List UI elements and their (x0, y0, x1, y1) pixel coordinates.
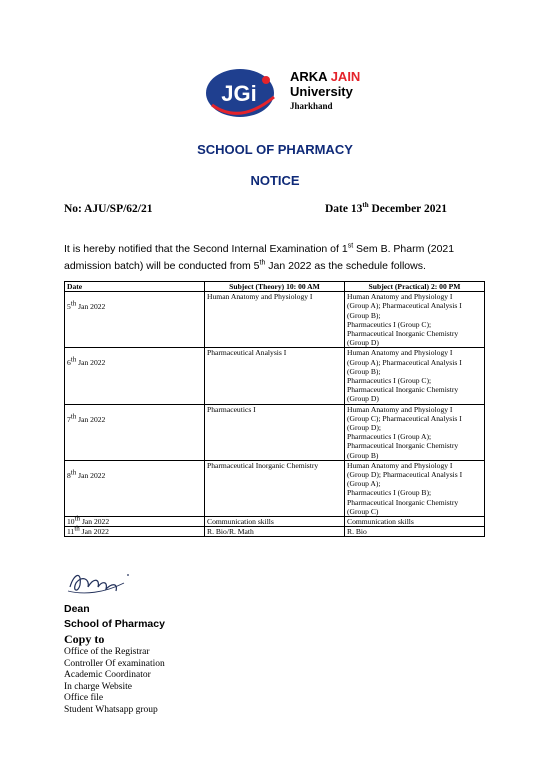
date-cell (65, 404, 205, 460)
intro-sup-1: st (347, 242, 354, 250)
brand-arka: ARKA (290, 69, 328, 84)
date-rest: Jan 2022 (76, 302, 106, 312)
date-day: 10 (67, 517, 75, 527)
practical-line: Pharmaceutical Inorganic Chemistry (347, 441, 459, 451)
list-item: Office file (64, 693, 104, 704)
theory-cell: Pharmaceutics I (205, 404, 345, 460)
practical-line: (Group D) (347, 338, 379, 348)
date-sup: th (74, 524, 80, 533)
practical-line: (Group C) (347, 506, 379, 516)
date-cell (65, 524, 205, 537)
university-logo (204, 67, 364, 119)
header-practical: Subject (Practical) 2: 00 PM (345, 282, 485, 292)
practical-cell (345, 517, 485, 527)
signature-block (64, 602, 165, 717)
jgi-logo-mark (204, 67, 284, 119)
practical-line: R. Bio (347, 527, 367, 537)
practical-line: (Group D); Pharmaceutical Analysis I (347, 470, 463, 480)
date-sup: th (74, 514, 81, 523)
practical-line: Human Anatomy and Physiology I (347, 404, 453, 414)
table-row (65, 517, 485, 527)
date-cell (65, 292, 205, 348)
date-day: 8 (67, 470, 71, 480)
practical-line: Pharmaceutics I (Group B); (347, 488, 432, 498)
practical-cell (345, 292, 485, 348)
practical-line: (Group A); Pharmaceutical Analysis I (347, 357, 462, 367)
table-row (65, 527, 485, 537)
date-rest: Jan 2022 (79, 527, 109, 537)
exam-schedule-table (64, 281, 485, 537)
header-theory: Subject (Theory) 10: 00 AM (205, 282, 345, 292)
brand-line-3: Jharkhand (290, 101, 333, 111)
notice-date (325, 203, 447, 215)
practical-line: (Group B); (347, 366, 381, 376)
practical-line: Pharmaceutics I (Group C); (347, 376, 432, 386)
practical-line: Pharmaceutics I (Group A); (347, 432, 432, 442)
date-cell (65, 460, 205, 516)
practical-line: Human Anatomy and Physiology I (347, 460, 453, 470)
practical-line: Pharmaceutical Inorganic Chemistry (347, 497, 459, 507)
intro-paragraph (64, 241, 494, 275)
list-item: In charge Website (64, 681, 132, 692)
table-header-row (65, 282, 485, 292)
brand-jain: JAIN (330, 69, 361, 84)
logo-wordmark (290, 69, 370, 112)
table-row (65, 348, 485, 404)
brand-line-1 (290, 69, 370, 84)
date-sup: th (70, 468, 77, 477)
practical-line: Human Anatomy and Physiology I (347, 292, 453, 302)
practical-line: (Group A); (347, 479, 381, 489)
table-row (65, 292, 485, 348)
practical-line: (Group A); Pharmaceutical Analysis I (347, 301, 462, 311)
intro-part-2: Sem B. Pharm (2021 admission batch) will be conducted from 5 (64, 243, 455, 272)
practical-line: Human Anatomy and Physiology I (347, 348, 453, 358)
date-sup: th (70, 299, 77, 308)
practical-cell (345, 527, 485, 537)
table-row (65, 404, 485, 460)
reference-number: No: AJU/SP/62/21 (64, 203, 153, 215)
list-item: Office of the Registrar (64, 647, 150, 657)
list-item: Controller Of examination (64, 658, 165, 669)
practical-line: (Group B); (347, 310, 381, 320)
practical-cell (345, 348, 485, 404)
practical-line: Pharmaceutical Inorganic Chemistry (347, 385, 459, 395)
practical-line: Communication skills (347, 517, 414, 527)
date-sup: th (362, 201, 369, 210)
date-prefix: Date 13 (325, 203, 363, 215)
theory-cell: R. Bio/R. Math (205, 527, 345, 537)
school-heading: SCHOOL OF PHARMACY (197, 142, 353, 157)
date-cell (65, 348, 205, 404)
list-item: Academic Coordinator (64, 670, 151, 681)
theory-cell: Pharmaceutical Analysis I (205, 348, 345, 404)
date-day: 6 (67, 358, 71, 368)
notice-heading: NOTICE (250, 173, 300, 188)
practical-line: (Group C); Pharmaceutical Analysis I (347, 413, 462, 423)
theory-cell: Pharmaceutical Inorganic Chemistry (205, 460, 345, 516)
copy-to-heading: Copy to (64, 632, 105, 646)
logo-mark-text: JGi (221, 81, 257, 106)
header-date: Date (65, 282, 205, 292)
list-item: Student Whatsapp group (64, 704, 158, 715)
date-cell (65, 514, 205, 527)
table-row (65, 460, 485, 516)
intro-part-3: Jan 2022 as the schedule follows. (265, 260, 426, 272)
date-rest: Jan 2022 (76, 414, 106, 424)
practical-line: Pharmaceutics I (Group C); (347, 319, 432, 329)
date-suffix: December 2021 (368, 203, 447, 215)
practical-line: (Group D); (347, 423, 381, 433)
brand-line-2: University (290, 84, 353, 99)
theory-cell: Communication skills (205, 517, 345, 527)
date-rest: Jan 2022 (76, 470, 106, 480)
practical-line: (Group D) (347, 394, 379, 404)
intro-part-1: It is hereby notified that the Second Internal Examination of 1 (64, 243, 348, 255)
date-rest: Jan 2022 (76, 358, 106, 368)
copy-to-list (64, 647, 165, 717)
signatory-title: Dean (64, 603, 90, 615)
intro-sup-2: th (259, 259, 266, 267)
practical-line: (Group B) (347, 450, 379, 460)
date-day: 11 (67, 527, 75, 537)
date-rest: Jan 2022 (80, 517, 110, 527)
date-sup: th (70, 355, 77, 364)
date-day: 7 (67, 414, 71, 424)
practical-cell (345, 460, 485, 516)
theory-cell: Human Anatomy and Physiology I (205, 292, 345, 348)
practical-cell (345, 404, 485, 460)
practical-line: Pharmaceutical Inorganic Chemistry (347, 329, 459, 339)
dean-signature (64, 565, 134, 599)
signatory-school: School of Pharmacy (64, 618, 165, 630)
date-sup: th (70, 412, 77, 421)
date-day: 5 (67, 302, 71, 312)
